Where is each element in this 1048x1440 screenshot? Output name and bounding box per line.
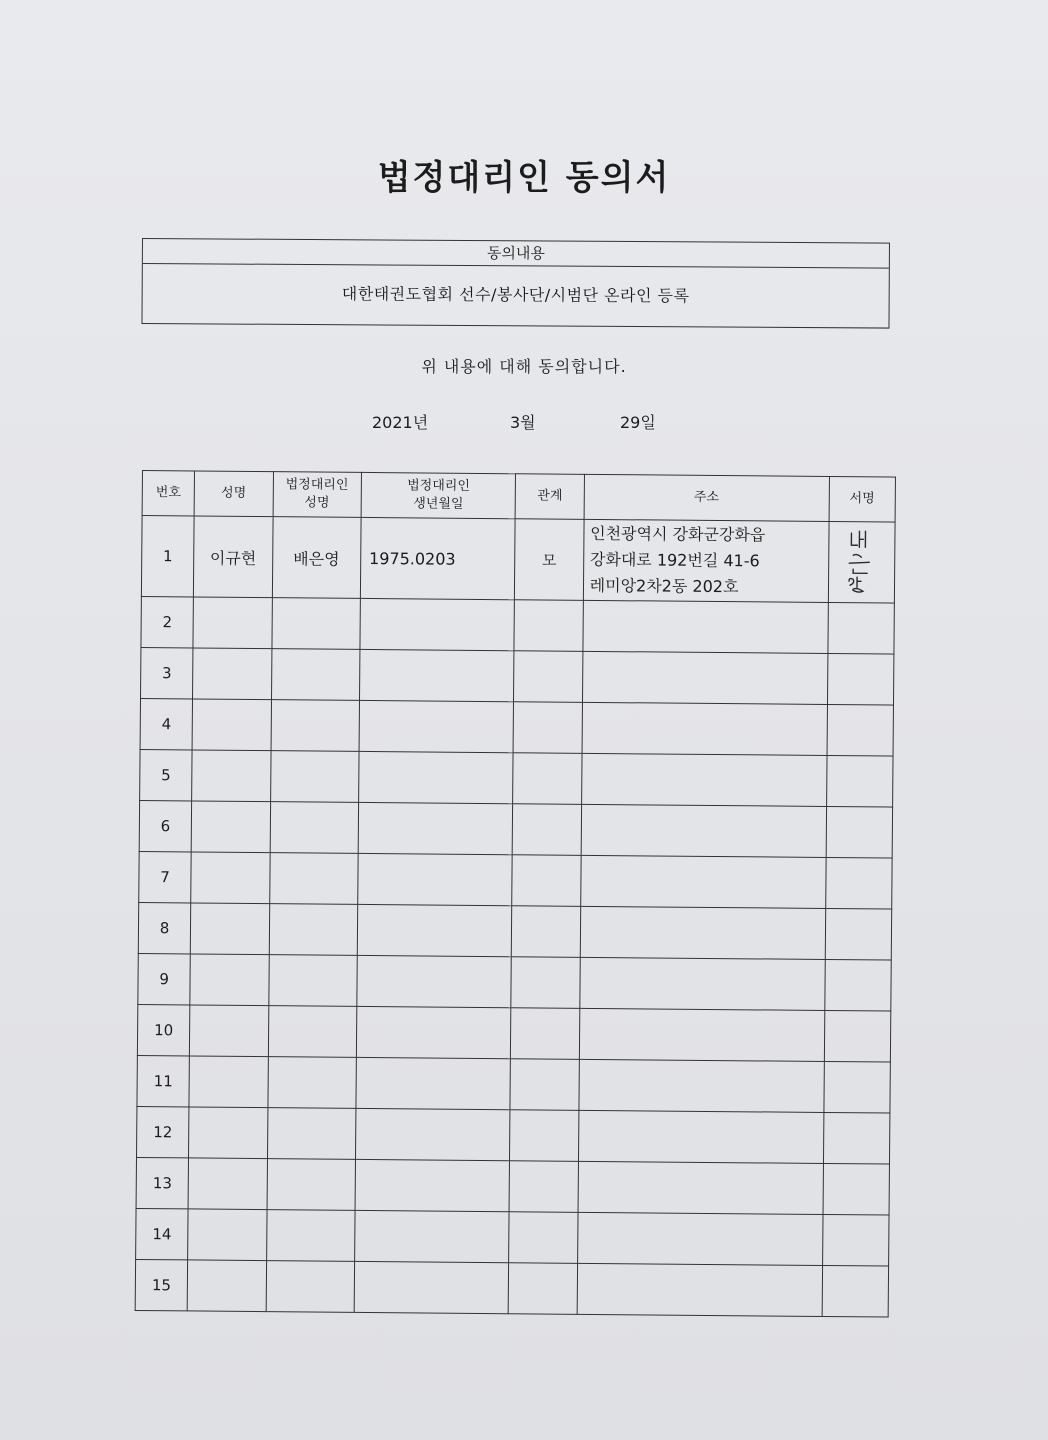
cell-no: 10 [137, 1004, 190, 1055]
header-name: 성명 [194, 471, 273, 517]
cell-no: 6 [139, 800, 192, 851]
cell-no: 8 [138, 902, 191, 953]
table-row [140, 698, 893, 756]
table-row [137, 1055, 890, 1113]
cell-signature [828, 521, 895, 603]
table-row [135, 1259, 888, 1317]
agreement-statement: 위 내용에 대해 동의합니다. [421, 357, 627, 376]
document-title: 법정대리인 동의서 [377, 158, 671, 198]
table-row [138, 902, 891, 960]
cell-rep-birth: 1975.0203 [360, 517, 515, 599]
cell-name: 이규현 [194, 516, 273, 598]
header-relation: 관계 [516, 474, 585, 520]
date-day: 29일 [620, 413, 656, 432]
address-line: 레미앙2차2동 202호 [589, 575, 739, 597]
roster-table [135, 470, 896, 1318]
header-rep-birth-line2: 생년월일 [413, 496, 464, 512]
cell-address [583, 519, 829, 602]
cell-no: 2 [141, 596, 194, 647]
table-row [138, 953, 891, 1011]
header-rep-name-line1: 법정대리인 [285, 477, 349, 493]
cell-no: 9 [138, 953, 191, 1004]
cell-no: 3 [141, 647, 194, 698]
cell-no: 1 [141, 516, 194, 597]
cell-no: 5 [140, 749, 193, 800]
header-signature: 서명 [829, 476, 896, 522]
table-row [137, 1106, 890, 1164]
table-row [139, 851, 892, 909]
cell-no: 13 [136, 1157, 189, 1208]
cell-no: 11 [137, 1055, 190, 1106]
header-address: 주소 [584, 474, 829, 521]
date-year: 2021년 [372, 413, 429, 432]
cell-no: 15 [135, 1259, 188, 1310]
header-rep-name-line2: 성명 [304, 495, 330, 511]
handwritten-signature [841, 527, 882, 593]
consent-box [141, 238, 890, 329]
cell-no: 7 [139, 851, 192, 902]
table-row [137, 1004, 890, 1062]
cell-rep-name: 배은영 [272, 517, 361, 599]
table-row [141, 596, 894, 654]
table-row [141, 647, 894, 705]
address-line: 강화대로 192번길 41-6 [589, 549, 760, 571]
table-row [136, 1157, 889, 1215]
cell-relation: 모 [515, 519, 584, 601]
header-rep-name [273, 472, 362, 518]
header-rep-birth-line1: 법정대리인 [407, 478, 470, 494]
date-month: 3월 [510, 413, 536, 432]
cell-no: 14 [136, 1208, 189, 1259]
header-no: 번호 [142, 471, 195, 516]
cell-no: 12 [137, 1106, 190, 1157]
table-row [136, 1208, 889, 1266]
table-header-row [142, 471, 895, 523]
table-row [141, 516, 895, 604]
table-row [139, 800, 892, 858]
consent-header: 동의내용 [143, 239, 889, 269]
address-line: 인천광역시 강화군강화읍 [590, 523, 766, 545]
header-rep-birth [361, 472, 516, 518]
table-row [140, 749, 893, 807]
consent-content: 대한태권도협회 선수/봉사단/시범단 온라인 등록 [341, 284, 690, 306]
cell-no: 4 [140, 698, 193, 749]
